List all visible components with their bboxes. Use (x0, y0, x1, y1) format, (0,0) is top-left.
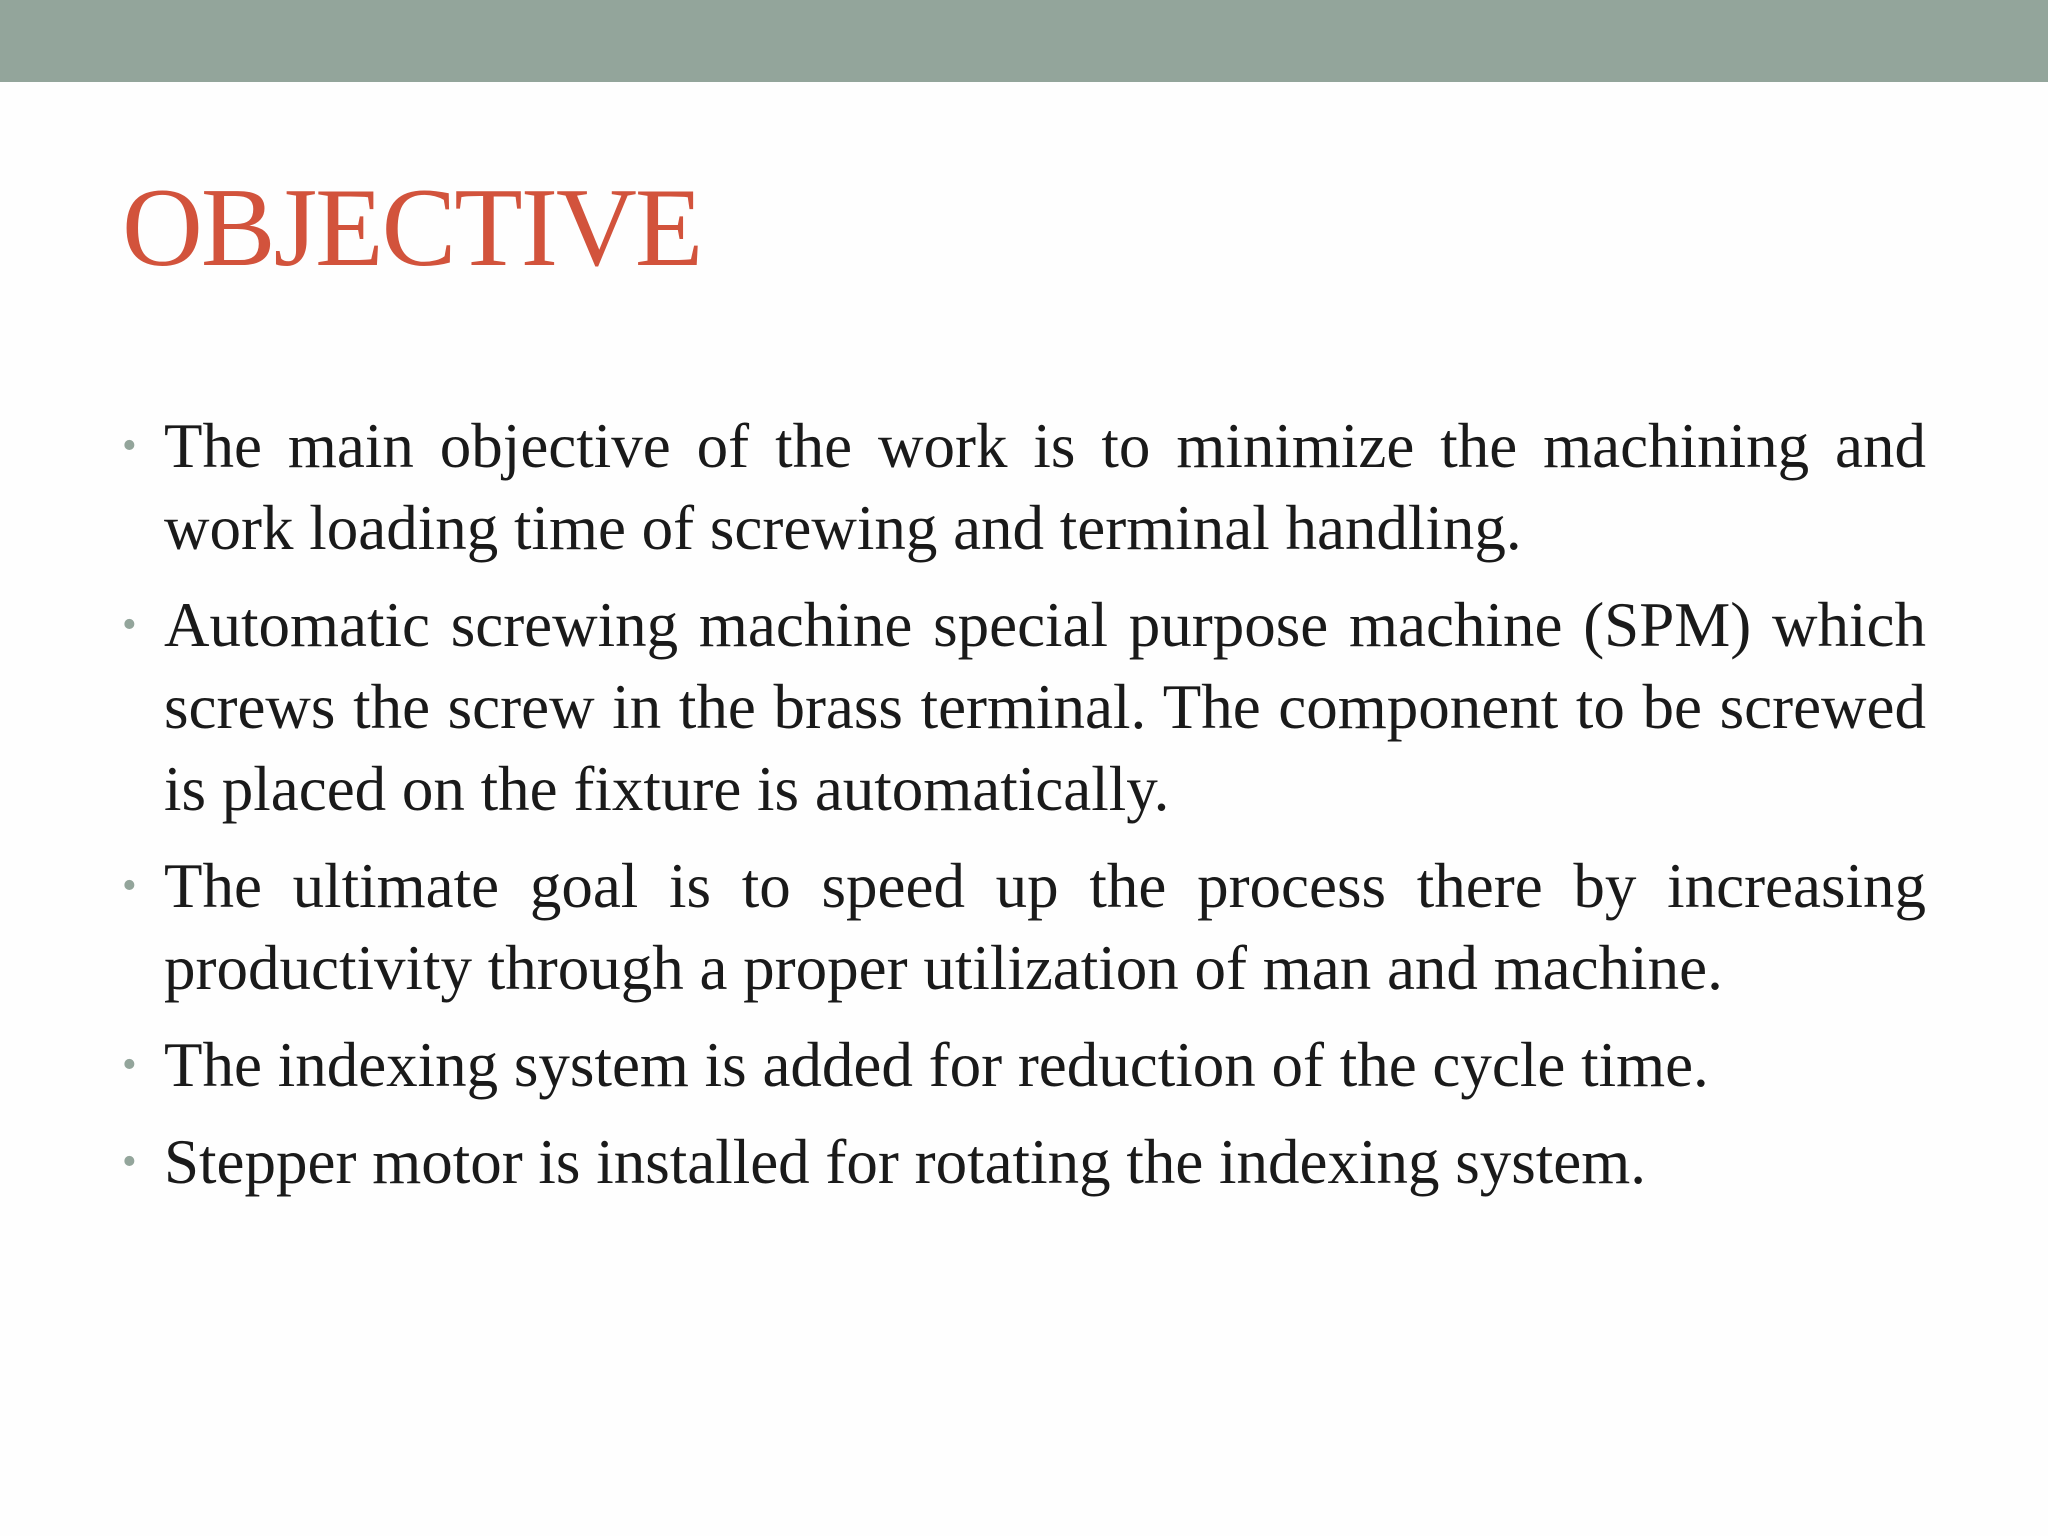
bullet-icon: • (122, 1139, 137, 1185)
bullet-text: The main objective of the work is to minimize the machining and work loading time of screwing and terminal handling. (164, 411, 1926, 563)
bullet-text: The indexing system is added for reduction of the cycle time. (164, 1030, 1709, 1100)
bullet-item (122, 584, 1926, 830)
bullet-text: Automatic screwing machine special purpose machine (SPM) which screws the screw in the brass terminal. The component to be screwed is placed on the fixture is automatically. (164, 590, 1926, 824)
bullet-icon: • (122, 602, 137, 648)
bullet-icon: • (122, 423, 137, 469)
bullet-icon: • (122, 863, 137, 909)
top-accent-bar (0, 0, 2048, 82)
bullet-list (122, 405, 1926, 1218)
slide-title: OBJECTIVE (122, 166, 702, 290)
bullet-text: The ultimate goal is to speed up the process there by increasing productivity through a proper utilization of man and machine. (164, 851, 1926, 1003)
bullet-item (122, 1121, 1926, 1203)
bullet-item (122, 845, 1926, 1009)
bullet-item (122, 1024, 1926, 1106)
bullet-icon: • (122, 1042, 137, 1088)
bullet-text: Stepper motor is installed for rotating the indexing system. (164, 1127, 1647, 1197)
bullet-item (122, 405, 1926, 569)
